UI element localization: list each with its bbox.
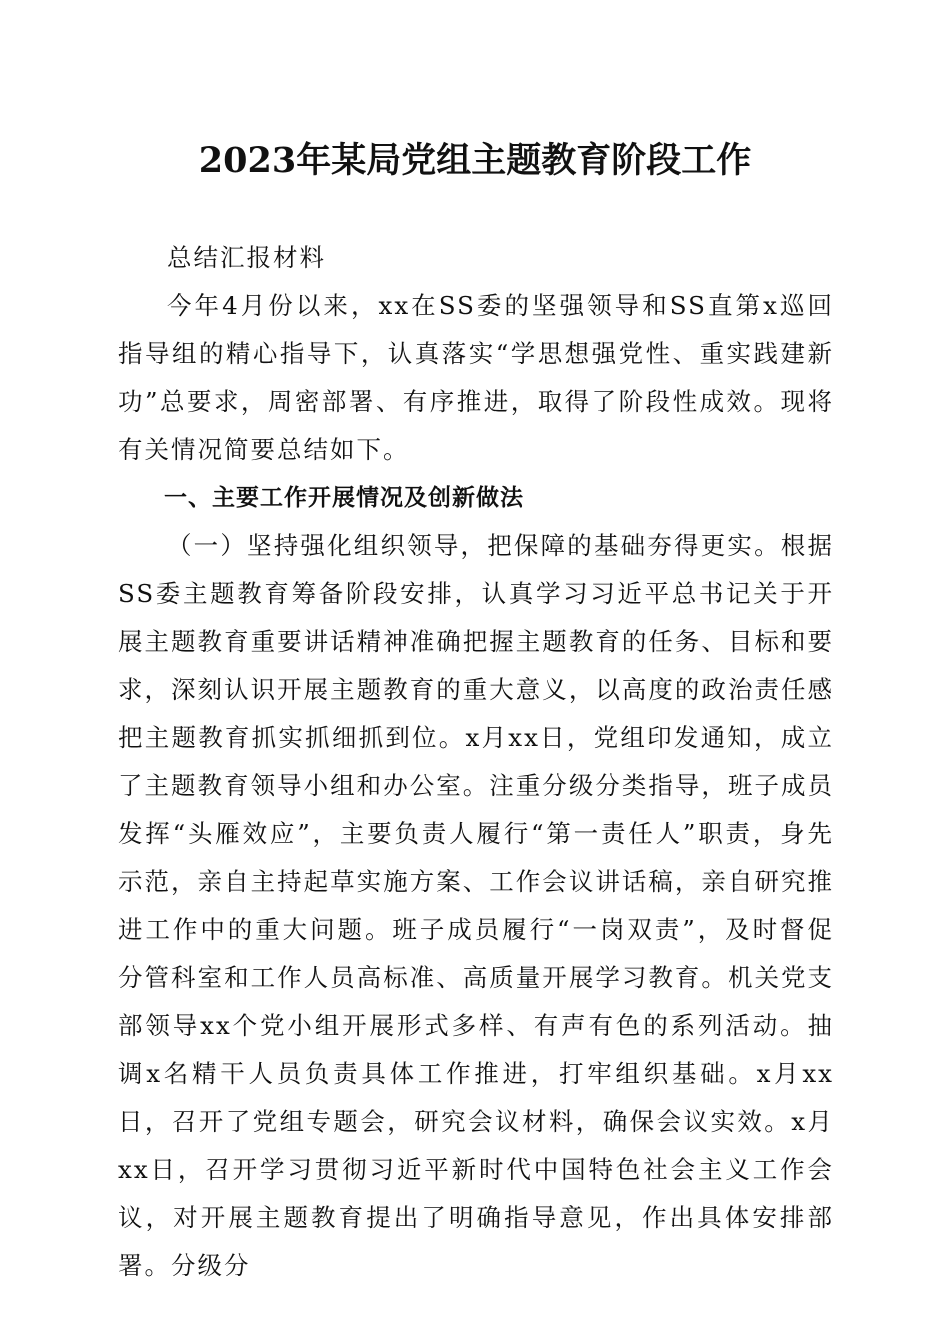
intro-paragraph: 今年4月份以来，xx在SS委的坚强领导和SS直第x巡回指导组的精心指导下，认真落实“学思想强党性、重实践建新功”总要求，周密部署、有序推进，取得了阶段性成效。现将有关情况简要总结如下。	[118, 291, 834, 464]
document-title: 2023年某局党组主题教育阶段工作	[198, 140, 752, 181]
document-body	[118, 234, 834, 1290]
section-paragraph: （一）坚持强化组织领导，把保障的基础夯得更实。根据SS委主题教育筹备阶段安排，认真学习习近平总书记关于开展主题教育重要讲话精神准确把握主题教育的任务、目标和要求，深刻认识开展主题教育的重大意义，以高度的政治责任感把主题教育抓实抓细抓到位。x月xx日，党组印发通知，成立了主题教育领导小组和办公室。注重分级分类指导，班子成员发挥“头雁效应”，主要负责人履行“第一责任人”职责，身先示范，亲自主持起草实施方案、工作会议讲话稿，亲自研究推进工作中的重大问题。班子成员履行“一岗双责”，及时督促分管科室和工作人员高标准、高质量开展学习教育。机关党支部领导xx个党小组开展形式多样、有声有色的系列活动。抽调x名精干人员负责具体工作推进，打牢组织基础。x月xx日，召开了党组专题会，研究会议材料，确保会议实效。x月xx日，召开学习贯彻习近平新时代中国特色社会主义工作会议，对开展主题教育提出了明确指导意见，作出具体安排部署。分级分	[118, 531, 834, 1280]
document-subtitle: 总结汇报材料	[167, 243, 326, 272]
section-heading: 一、主要工作开展情况及创新做法	[164, 485, 524, 511]
